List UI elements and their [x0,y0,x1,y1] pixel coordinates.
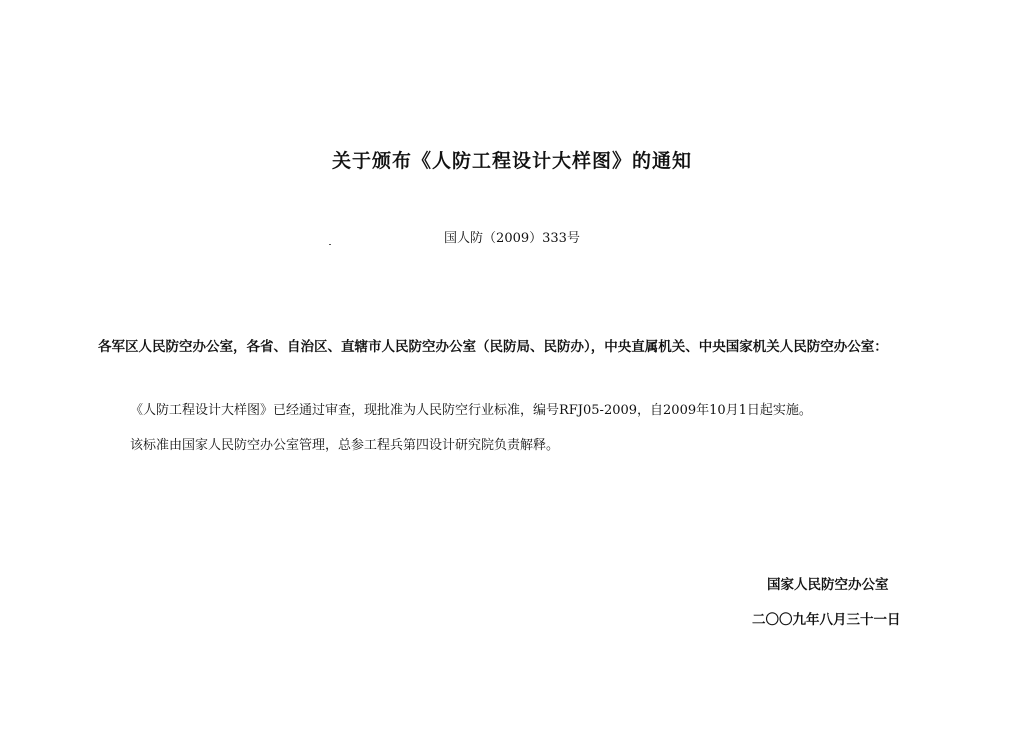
notice-title: 关于颁布《人防工程设计大样图》的通知 [331,150,692,172]
scan-speck [329,244,331,245]
issue-date: 二〇〇九年八月三十一日 [752,612,901,628]
document-number: 国人防（2009）333号 [444,231,580,246]
body-paragraph-management: 该标准由国家人民防空办公室管理，总参工程兵第四设计研究院负责解释。 [130,438,560,453]
body-paragraph-approval: 《人防工程设计大样图》已经通过审查，现批准为人民防空行业标准，编号RFJ05-2009，自2009年10月1日起实施。 [130,403,812,418]
issuer-signature: 国家人民防空办公室 [767,577,889,593]
recipients-line: 各军区人民防空办公室，各省、自治区、直辖市人民防空办公室（民防局、民防办），中央直属机关、中央国家机关人民防空办公室： [98,339,888,355]
